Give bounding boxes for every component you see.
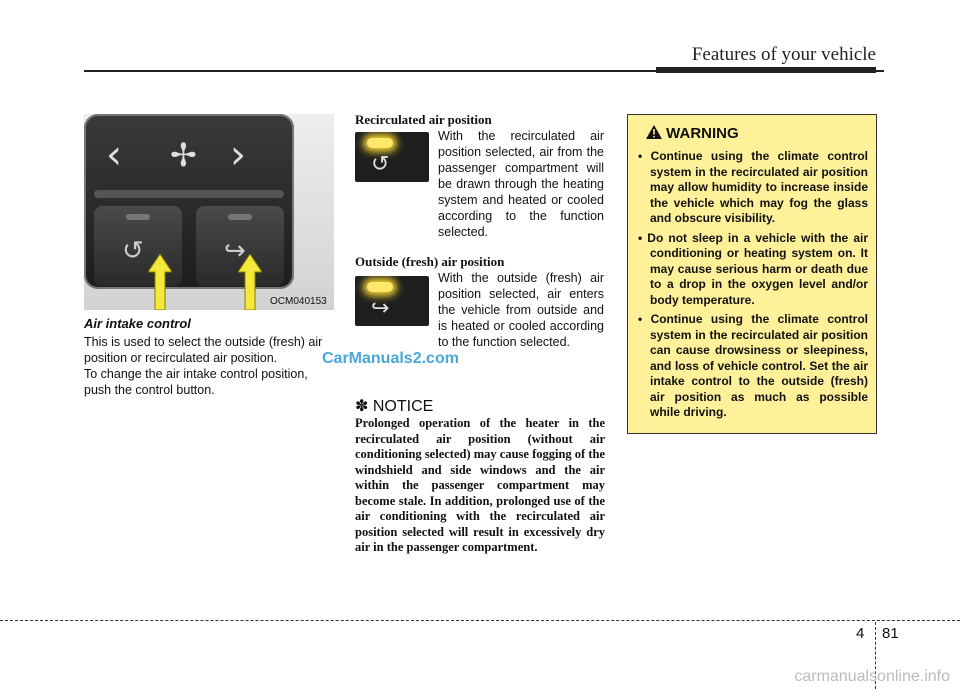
fan-icon: ✢	[170, 136, 197, 174]
fresh-text: With the outside (fresh) air position selected, air enters the vehicle from outside and is heated or cooled according to the function selected.	[438, 271, 604, 349]
fresh-air-indicator-image	[355, 276, 429, 326]
warning-item: • Continue using the climate control system in the recirculated air position may allow humidity to increase inside the vehicle which may fog the glass and obscure visibility.	[638, 149, 868, 225]
footer-rule	[0, 620, 960, 621]
recirc-text: With the recirculated air position selected, air from the passenger compartment will be drawn through the heating system and heated or cooled according to the function selected.	[438, 129, 604, 239]
warning-title: WARNING	[666, 125, 739, 142]
warning-triangle-icon	[646, 125, 662, 139]
indicator-led	[228, 214, 252, 220]
control-panel-photo	[84, 114, 334, 310]
climate-control-panel	[84, 114, 294, 289]
notice-star-icon: ✽	[355, 398, 369, 415]
indicator-led	[126, 214, 150, 220]
fresh-air-icon: ↪	[224, 236, 246, 266]
page-number: 81	[882, 625, 899, 642]
chevron-left-icon: ‹	[106, 132, 122, 178]
recirc-heading: Recirculated air position	[355, 112, 492, 127]
notice-title-text: NOTICE	[372, 398, 434, 415]
warning-heading	[646, 125, 739, 142]
warning-item: • Continue using the climate control system in the recirculated air position can cause drowsiness or sleepiness, and loss of vehicle control. Set the air intake control to the outside (fresh) air position as much as possible while driving.	[638, 312, 868, 419]
site-watermark: carmanualsonline.info	[794, 668, 950, 685]
page-header-title: Features of your vehicle	[691, 44, 876, 65]
section-number: 4	[856, 625, 865, 642]
paragraph: This is used to select the outside (fresh) air position or recirculated air position.	[84, 335, 323, 365]
panel-groove	[94, 190, 284, 198]
recirculate-air-icon: ↺	[371, 152, 390, 177]
indicator-glow	[367, 282, 393, 292]
indicator-glow	[367, 138, 393, 148]
warning-item: • Do not sleep in a vehicle with the air conditioning or heating system on. It may cause serious harm or death due to a drop in the oxygen level and/or body temperature.	[638, 230, 868, 307]
arrow-up-icon	[148, 254, 172, 310]
paragraph: To change the air intake control position, push the control button.	[84, 367, 308, 397]
watermark: CarManuals2.com	[322, 350, 459, 367]
fresh-heading: Outside (fresh) air position	[355, 254, 505, 269]
notice-title	[355, 396, 433, 416]
chevron-right-icon: ›	[230, 132, 246, 178]
warning-list	[636, 149, 868, 425]
warning-box	[627, 114, 877, 434]
photo-code: OCM040153	[270, 296, 327, 307]
fresh-air-icon: ↪	[371, 296, 390, 321]
notice-body: Prolonged operation of the heater in the recirculated air position (without air conditioning selected) may cause fogging of the windshield and side windows and the air within the passenger compartment may become stale. In addition, prolonged use of the air conditioning with the recirculated air position selected will result in excessively dry air in the passenger compartment.	[355, 416, 605, 554]
arrow-up-icon	[238, 254, 262, 310]
recirculate-indicator-image	[355, 132, 429, 182]
section-heading: Air intake control	[84, 316, 191, 331]
recirculate-air-icon: ↺	[122, 236, 144, 266]
header-rule-accent	[656, 67, 876, 73]
